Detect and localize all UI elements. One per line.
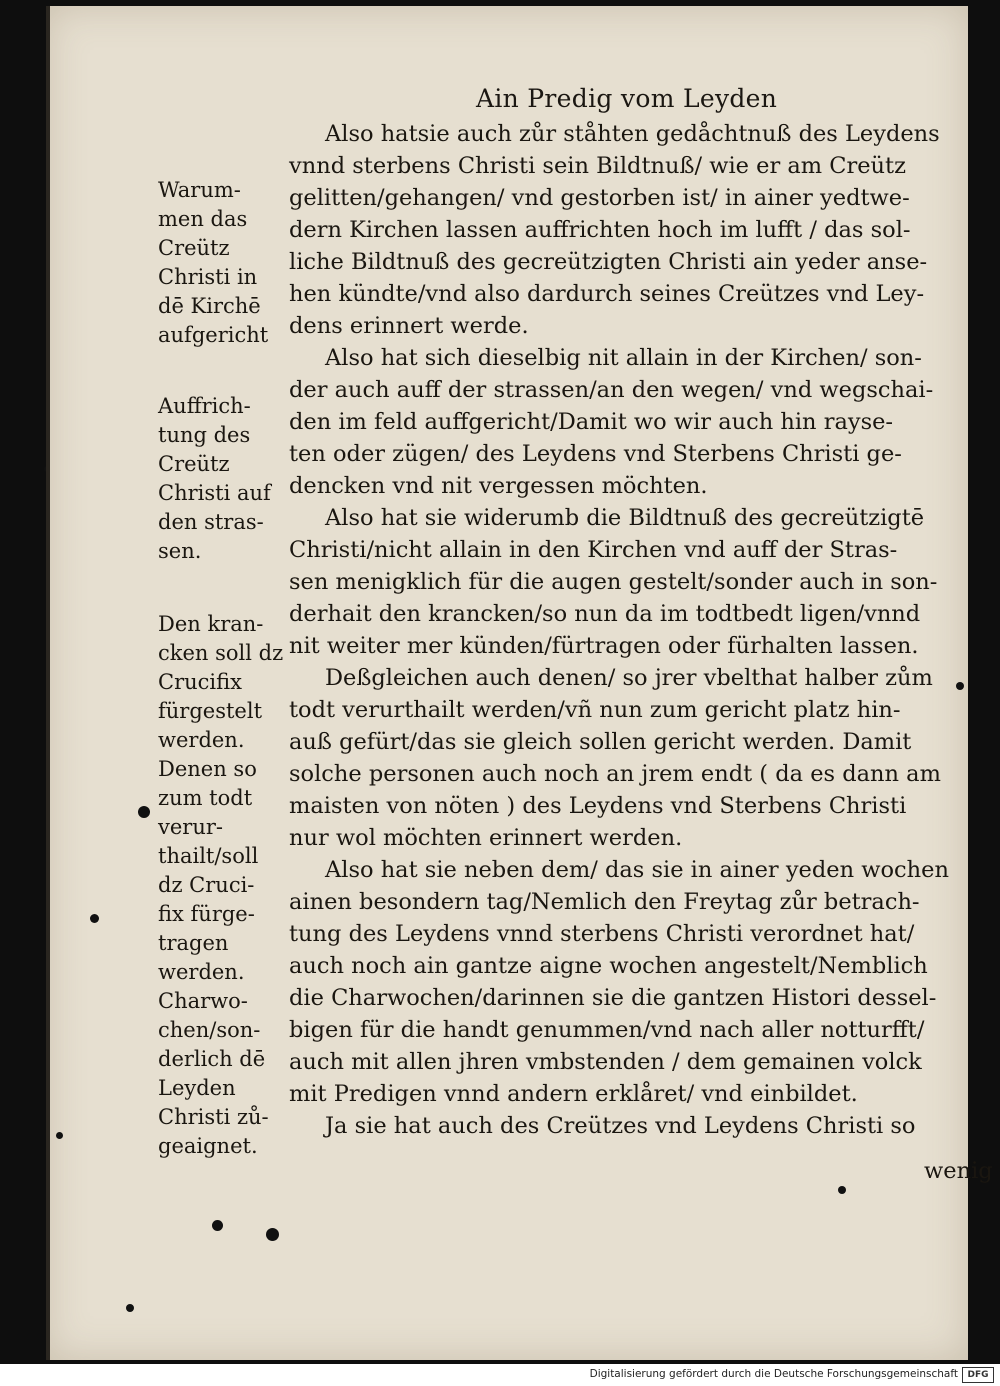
- ink-speck: [266, 1228, 279, 1241]
- ink-speck: [212, 1220, 223, 1231]
- paragraph: Deßgleichen auch denen/ so jrer vbelthat halber zům todt verurthailt werden/vñ nun zum gericht platz hin- auß gefürt/das sie gleich sollen gericht werden. Damit solche personen auch noch an jrem endt ( da es dann am maisten von nöten ) des Leydens vnd Sterbens Christi nur wol möchten erinnert werden.: [289, 665, 941, 851]
- ink-speck: [126, 1304, 134, 1312]
- margin-note: Denen so zum todt verur- thailt/soll dz Cruci- fix fürge- tragen werden.: [158, 757, 259, 984]
- margin-note: Den kran- cken soll dz Crucifix fürgestelt werden.: [158, 612, 284, 752]
- margin-note: Auffrich- tung des Creütz Christi auf den stras- sen.: [158, 394, 271, 563]
- footer-bar: [0, 1364, 1000, 1386]
- ink-speck: [44, 466, 50, 472]
- catchword: wenig: [924, 1158, 993, 1184]
- running-head: Ain Predig vom Leyden: [476, 84, 778, 113]
- dfg-logo: DFG: [962, 1367, 994, 1383]
- book-page: [46, 6, 993, 1360]
- paragraph: Also hatsie auch zůr ståhten gedåchtnuß des Leydens vnnd sterbens Christi sein Bildtnuß/ wie er am Creütz gelitten/gehangen/ vnd gestorben ist/ in ainer yedtwe- dern Kirchen lassen auffrichten hoch im lufft / das sol- liche Bildtnuß des gecreützigten Christi ain yeder anse- hen kündte/vnd also dardurch seines Creützes vnd Ley- dens erinnert werde.: [289, 121, 940, 339]
- funding-credit: Digitalisierung gefördert durch die Deutsche Forschungsgemeinschaft: [589, 1368, 958, 1380]
- paragraph: Also hat sie neben dem/ das sie in ainer yeden wochen ainen besondern tag/Nemlich den Freytag zůr betrach- tung des Leydens vnnd sterbens Christi verordnet hat/ auch noch ain gantze aigne wochen angestelt/Nemblich die Charwochen/darinnen sie die gantzen Histori dessel- bigen für die handt genummen/vnd nach aller notturfft/ auch mit allen jhren vmbstenden / dem gemainen volck mit Predigen vnnd andern erklåret/ vnd einbildet.: [289, 857, 949, 1107]
- ink-speck: [956, 682, 964, 690]
- margin-note: Charwo- chen/son- derlich dē Leyden Christi zů- geaignet.: [158, 989, 269, 1158]
- ink-speck: [838, 1186, 846, 1194]
- paragraph: Also hat sie widerumb die Bildtnuß des gecreützigtē Christi/nicht allain in den Kirchen vnd auff der Stras- sen menigklich für die augen gestelt/sonder auch in son- derhait den krancken/so nun da im todtbedt ligen/vnnd nit weiter mer künden/fürtragen oder fürhalten lassen.: [289, 505, 938, 659]
- ink-speck: [56, 1132, 63, 1139]
- main-text: [289, 118, 989, 1142]
- ink-speck: [90, 914, 99, 923]
- margin-note: Warum- men das Creütz Christi in dē Kirchē aufgericht: [158, 178, 269, 347]
- paragraph: Ja sie hat auch des Creützes vnd Leydens Christi so: [325, 1113, 916, 1139]
- ink-speck: [138, 806, 150, 818]
- paragraph: Also hat sich dieselbig nit allain in der Kirchen/ son- der auch auff der strassen/an den wegen/ vnd wegschai- den im feld auffgericht/Damit wo wir auch hin rayse- ten oder zügen/ des Leydens vnd Sterbens Christi ge- dencken vnd nit vergessen möchten.: [289, 345, 934, 499]
